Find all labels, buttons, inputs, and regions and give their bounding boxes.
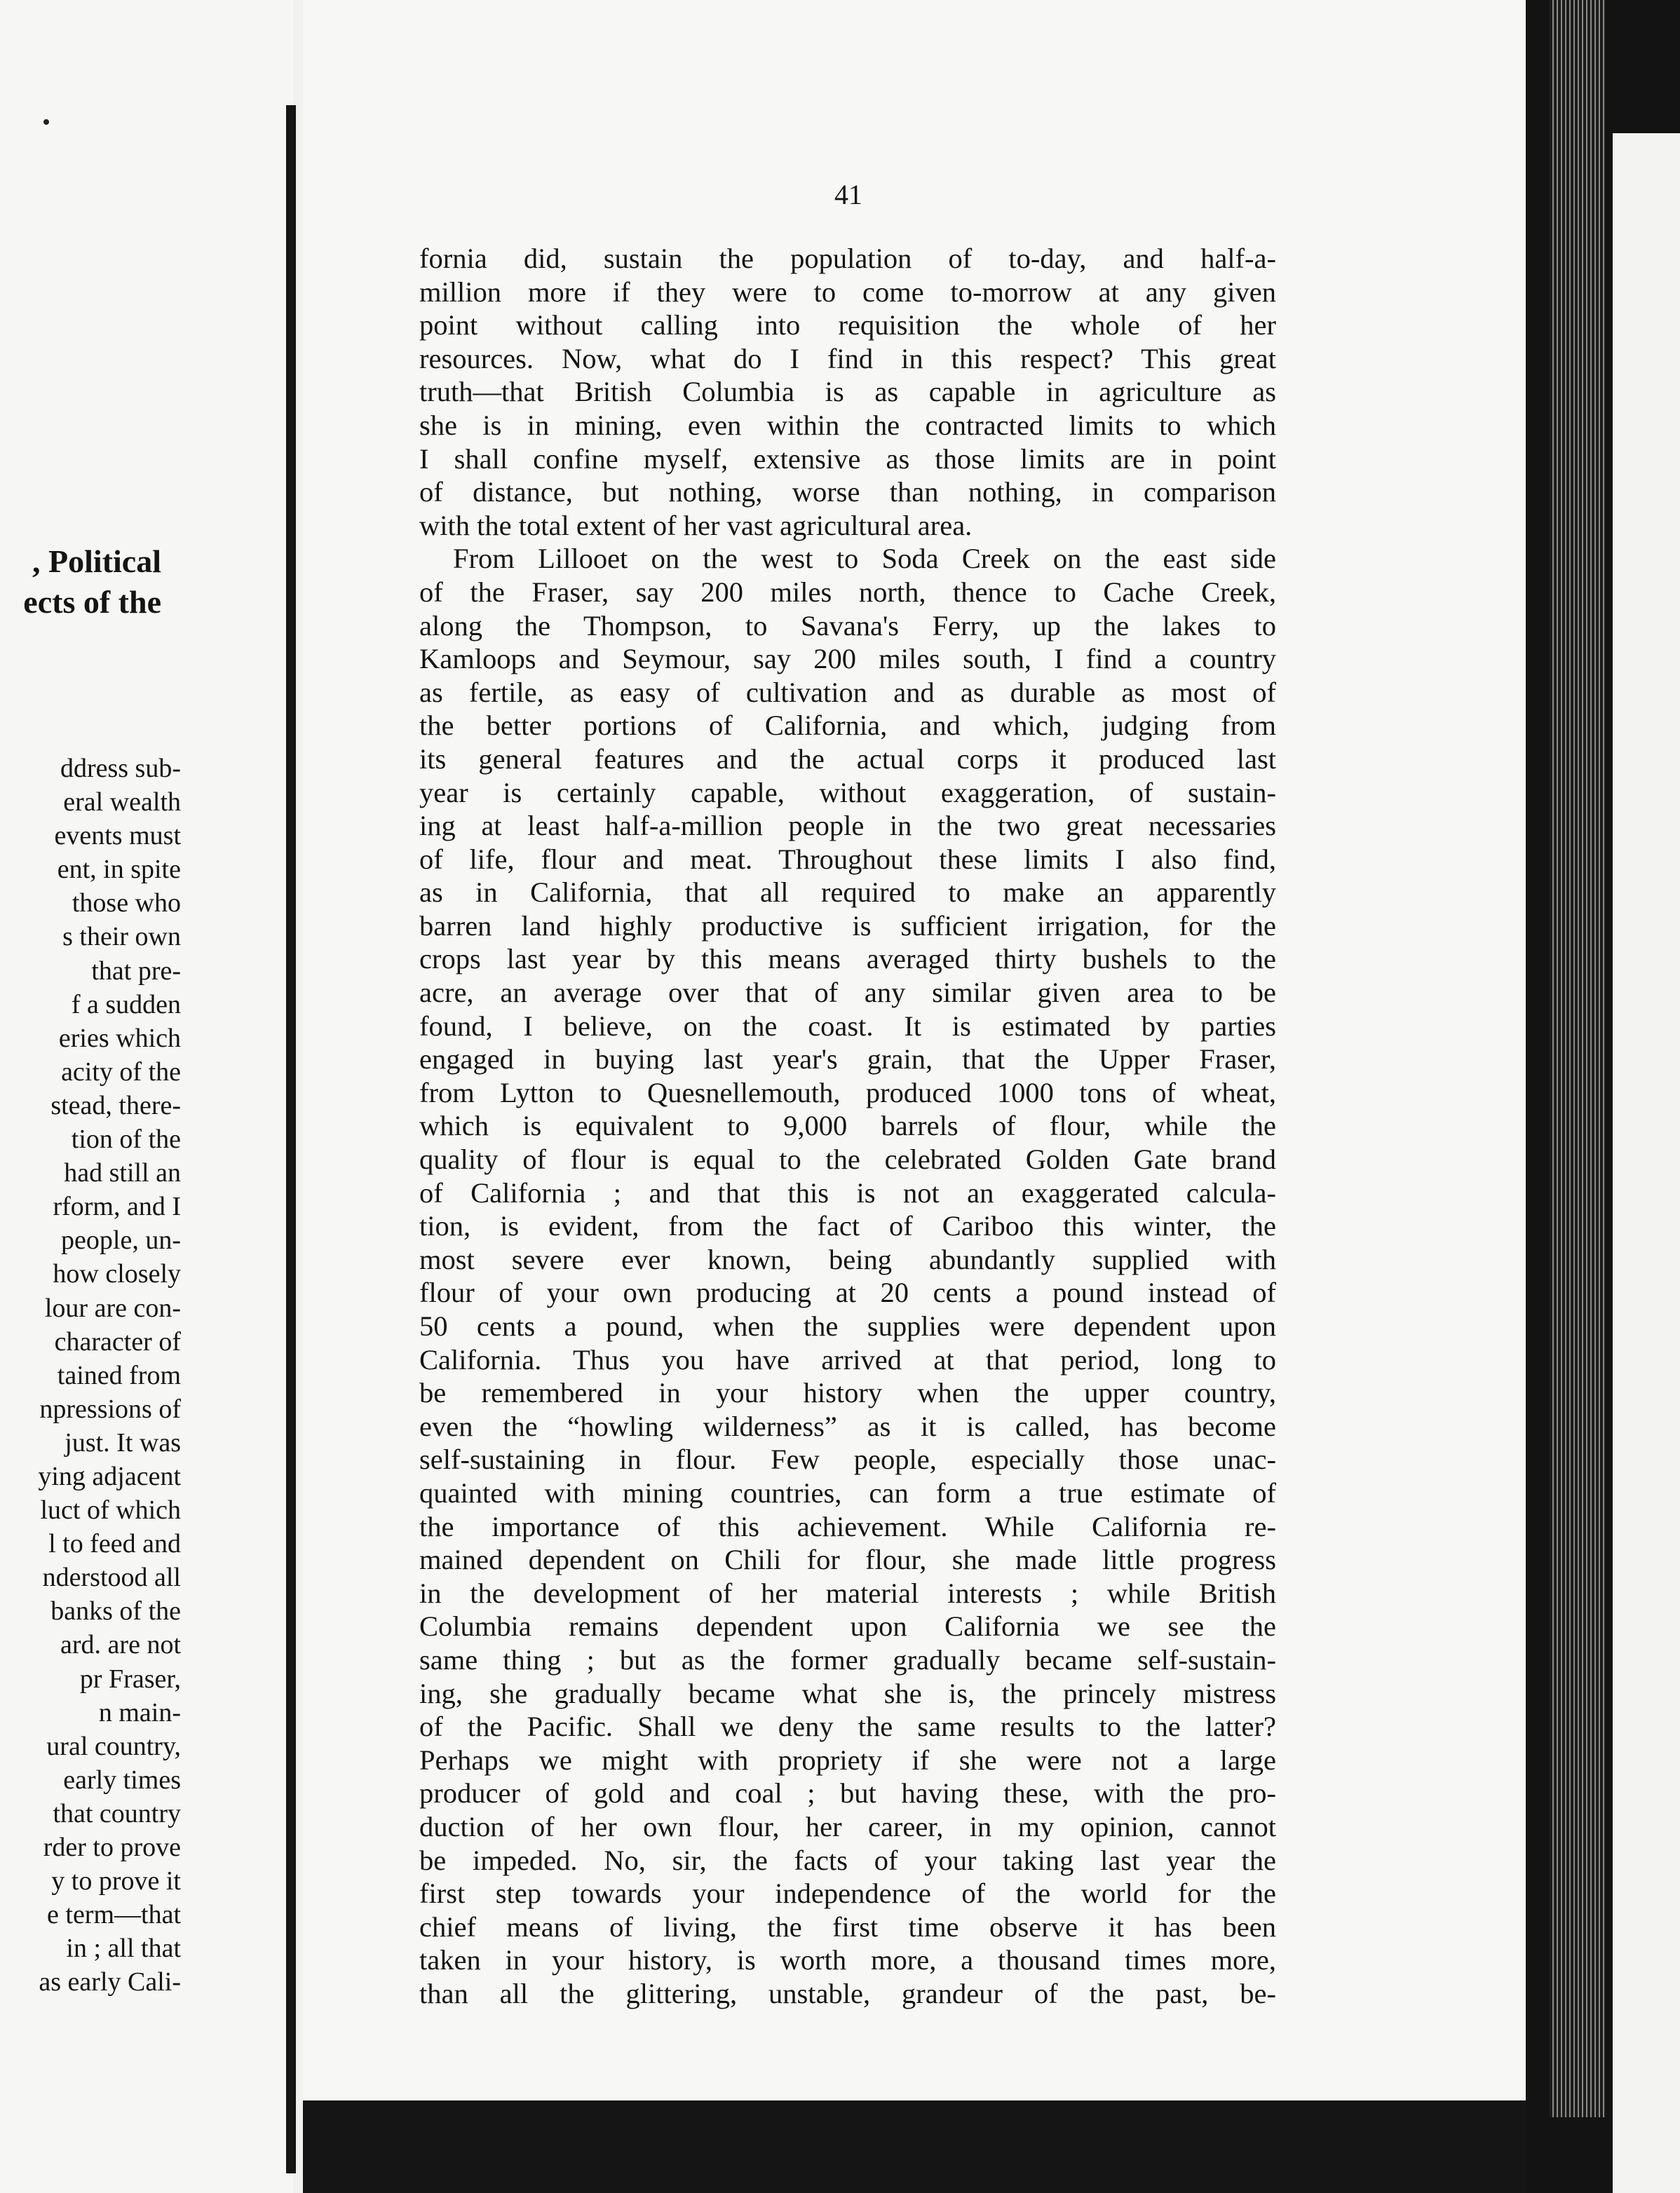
left-text-line: tion of the bbox=[71, 1125, 181, 1155]
left-text-line: f a sudden bbox=[71, 989, 181, 1019]
left-text-line: luct of which bbox=[40, 1495, 181, 1526]
left-text-line: lour are con- bbox=[44, 1293, 181, 1323]
text-line: tion, is evident, from the fact of Cariboo this winter, the bbox=[419, 1210, 1276, 1242]
left-text-line: l to feed and bbox=[48, 1529, 181, 1559]
text-line: From Lillooet on the west to Soda Creek on the east side bbox=[453, 543, 1276, 575]
text-line: Columbia remains dependent upon California we see the bbox=[419, 1610, 1276, 1643]
text-line: barren land highly productive is sufficient irrigation, for the bbox=[419, 909, 1276, 942]
text-line: first step towards your independence of the world for the bbox=[419, 1878, 1276, 1910]
text-line: most severe ever known, being abundantly supplied with bbox=[419, 1243, 1276, 1275]
text-line: resources. Now, what do I find in this respect? This great bbox=[419, 342, 1276, 374]
body-text bbox=[419, 242, 1276, 2010]
text-line: of life, flour and meat. Throughout these limits I also find, bbox=[419, 843, 1276, 875]
text-line: quality of flour is equal to the celebrated Golden Gate brand bbox=[419, 1143, 1276, 1176]
text-line: be remembered in your history when the upper country, bbox=[419, 1377, 1276, 1409]
left-text-line: that pre- bbox=[91, 956, 181, 986]
left-text-line: banks of the bbox=[50, 1596, 181, 1627]
left-text-line: those who bbox=[72, 888, 181, 918]
text-line: point without calling into requisition the whole of her bbox=[419, 309, 1276, 341]
left-text-line: stead, there- bbox=[50, 1090, 181, 1120]
text-line: 50 cents a pound, when the supplies were dependent upon bbox=[419, 1310, 1276, 1342]
left-text-line: tained from bbox=[57, 1360, 181, 1390]
text-line: same thing ; but as the former gradually became self-sustain- bbox=[419, 1643, 1276, 1676]
text-line: chief means of living, the first time observe it has been bbox=[419, 1910, 1276, 1943]
text-line: its general features and the actual corps it produced last bbox=[419, 742, 1276, 775]
left-text-line: s their own bbox=[62, 922, 181, 952]
left-text-line: nderstood all bbox=[42, 1563, 181, 1593]
text-line: found, I believe, on the coast. It is estimated by parties bbox=[419, 1010, 1276, 1042]
left-text-line: that country bbox=[53, 1798, 181, 1828]
left-text-line: how closely bbox=[53, 1259, 181, 1289]
left-text-line: events must bbox=[54, 821, 181, 851]
left-text-line: in ; all that bbox=[66, 1934, 181, 1964]
left-text-line: as early Cali- bbox=[39, 1967, 181, 1997]
text-line: of the Fraser, say 200 miles north, thence to Cache Creek, bbox=[419, 576, 1276, 608]
left-text-line: had still an bbox=[64, 1158, 181, 1188]
text-line: of the Pacific. Shall we deny the same results to the latter? bbox=[419, 1711, 1276, 1743]
text-line: taken in your history, is worth more, a thousand times more, bbox=[419, 1944, 1276, 1976]
text-line: from Lytton to Quesnellemouth, produced 1000 tons of wheat, bbox=[419, 1076, 1276, 1108]
left-text-line: eries which bbox=[58, 1023, 181, 1053]
text-line: of distance, but nothing, worse than nothing, in comparison bbox=[419, 476, 1276, 508]
text-line: along the Thompson, to Savana's Ferry, up the lakes to bbox=[419, 609, 1276, 641]
left-heading-line: ects of the bbox=[23, 584, 161, 620]
text-line: engaged in buying last year's grain, that the Upper Fraser, bbox=[419, 1043, 1276, 1075]
text-line: with the total extent of her vast agricultural area. bbox=[419, 509, 973, 541]
text-line: as fertile, as easy of cultivation and as durable as most of bbox=[419, 676, 1276, 708]
text-line: duction of her own flour, her career, in my opinion, cannot bbox=[419, 1810, 1276, 1842]
left-text-line: ddress sub- bbox=[60, 754, 181, 783]
page-number: 41 bbox=[834, 179, 862, 210]
right-background bbox=[1613, 133, 1680, 2193]
left-text-line: early times bbox=[63, 1765, 181, 1795]
text-line: quainted with mining countries, can form a true estimate of bbox=[419, 1476, 1276, 1509]
left-text-line: rder to prove bbox=[43, 1833, 181, 1862]
gutter-rule bbox=[286, 105, 296, 2173]
left-text-line: ural country, bbox=[46, 1731, 181, 1761]
text-line: Kamloops and Seymour, say 200 miles south, I find a country bbox=[419, 643, 1276, 675]
text-line: she is in mining, even within the contracted limits to which bbox=[419, 409, 1276, 441]
left-page-heading bbox=[0, 541, 161, 623]
text-line: self-sustaining in flour. Few people, especially those unac- bbox=[419, 1444, 1276, 1476]
left-text-line: n main- bbox=[98, 1697, 181, 1727]
left-text-line: pr Fraser, bbox=[79, 1664, 181, 1694]
text-line: the better portions of California, and which, judging from bbox=[419, 710, 1276, 742]
page-edges bbox=[1550, 0, 1606, 2117]
left-text-line: just. It was bbox=[65, 1427, 181, 1458]
left-text-line: people, un- bbox=[61, 1226, 181, 1256]
text-line: than all the glittering, unstable, grandeur of the past, be- bbox=[419, 1977, 1276, 2009]
left-text-line: character of bbox=[54, 1326, 181, 1357]
text-line: year is certainly capable, without exaggeration, of sustain- bbox=[419, 776, 1276, 808]
text-line: even the “howling wilderness” as it is called, has become bbox=[419, 1410, 1276, 1442]
left-text-line: ent, in spite bbox=[57, 855, 181, 885]
bottom-margin bbox=[303, 2100, 1529, 2193]
left-text-line: ard. are not bbox=[60, 1630, 181, 1660]
left-text-line: acity of the bbox=[61, 1057, 181, 1087]
left-text-line: e term—that bbox=[47, 1900, 181, 1930]
left-text-line: y to prove it bbox=[51, 1866, 181, 1896]
left-page bbox=[0, 0, 293, 2193]
text-line: of California ; and that this is not an exaggerated calcula- bbox=[419, 1176, 1276, 1209]
text-line: the importance of this achievement. While California re- bbox=[419, 1510, 1276, 1542]
text-line: I shall confine myself, extensive as those limits are in point bbox=[419, 442, 1276, 475]
left-page-text bbox=[0, 752, 181, 1999]
text-line: flour of your own producing at 20 cents a pound instead of bbox=[419, 1277, 1276, 1309]
left-heading-line: , Political bbox=[32, 543, 161, 579]
left-text-line: rform, and I bbox=[53, 1192, 181, 1222]
text-line: million more if they were to come to-morrow at any given bbox=[419, 276, 1276, 308]
text-line: Perhaps we might with propriety if she were not a large bbox=[419, 1744, 1276, 1776]
text-line: producer of gold and coal ; but having these, with the pro- bbox=[419, 1777, 1276, 1810]
left-text-line: npressions of bbox=[39, 1394, 181, 1424]
text-line: ing, she gradually became what she is, the princely mistress bbox=[419, 1677, 1276, 1709]
ink-dot bbox=[43, 119, 49, 125]
left-text-line: eral wealth bbox=[63, 787, 181, 817]
text-line: truth—that British Columbia is as capable in agriculture as bbox=[419, 376, 1276, 408]
text-line: crops last year by this means averaged thirty bushels to the bbox=[419, 943, 1276, 975]
text-line: be impeded. No, sir, the facts of your taking last year the bbox=[419, 1844, 1276, 1876]
text-line: which is equivalent to 9,000 barrels of flour, while the bbox=[419, 1110, 1276, 1142]
text-line: acre, an average over that of any similar given area to be bbox=[419, 977, 1276, 1009]
text-line: mained dependent on Chili for flour, she made little progress bbox=[419, 1544, 1276, 1576]
text-line: in the development of her material interests ; while British bbox=[419, 1577, 1276, 1609]
text-line: ing at least half-a-million people in the two great necessaries bbox=[419, 810, 1276, 842]
text-line: as in California, that all required to make an apparently bbox=[419, 876, 1276, 909]
left-text-line: ying adjacent bbox=[38, 1461, 181, 1491]
text-line: California. Thus you have arrived at that period, long to bbox=[419, 1343, 1276, 1376]
text-line: fornia did, sustain the population of to-day, and half-a- bbox=[419, 243, 1276, 274]
